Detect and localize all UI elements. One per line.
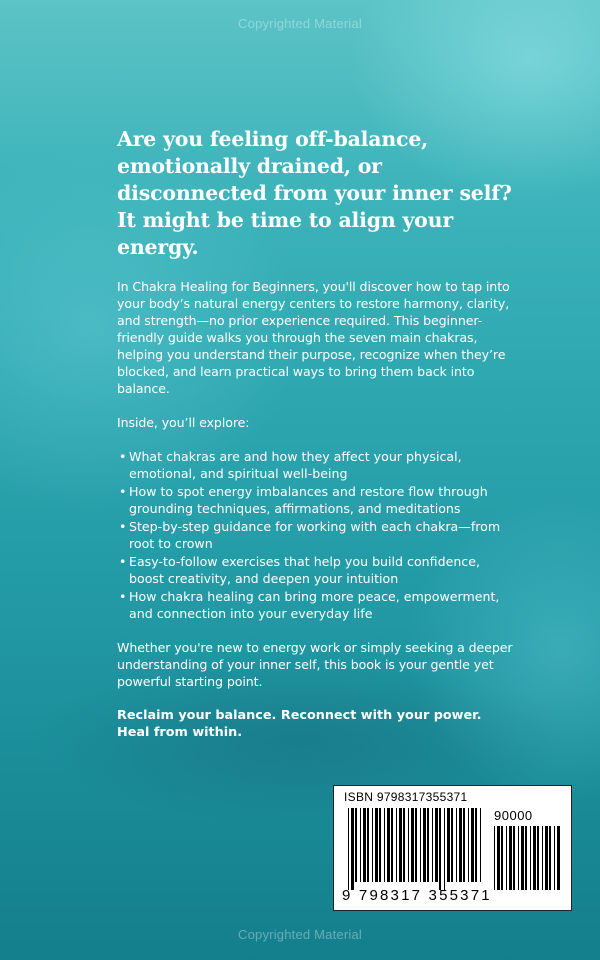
barcode-bar: [355, 808, 357, 882]
barcode-bar: [360, 808, 361, 882]
barcode-bar: [494, 826, 495, 890]
bullet-text: Step-by-step guidance for working with each chakra—from root to crown: [129, 519, 501, 551]
barcode-bar: [530, 826, 531, 890]
barcode-bar: [451, 808, 453, 882]
barcode-bar: [435, 808, 438, 882]
barcode-bar: [384, 808, 385, 882]
barcode-bar: [521, 826, 524, 890]
barcode-bar: [351, 808, 354, 890]
isbn-barcode: [333, 785, 572, 911]
barcode-bar: [439, 808, 441, 890]
barcode-bar: [415, 808, 417, 882]
list-item: [117, 448, 517, 482]
barcode-bar: [549, 826, 551, 890]
barcode-digits: 9 798317 355371: [342, 887, 492, 904]
barcode-bar: [420, 808, 421, 882]
barcode-bar: [411, 808, 414, 882]
barcode-bar: [518, 826, 519, 890]
barcode-bar: [480, 808, 481, 882]
bullet-text: How chakra healing can bring more peace, empowerment, and connection into your everyday life: [129, 589, 500, 621]
barcode-bar: [444, 808, 445, 890]
bullet-text: How to spot energy imbalances and restore flow through grounding techniques, affirmations, and meditations: [129, 484, 488, 516]
isbn-label: ISBN 9798317355371: [344, 790, 468, 804]
inside-label: Inside, you’ll explore:: [117, 415, 250, 430]
barcode-bar: [399, 808, 402, 882]
barcode-bar: [506, 826, 507, 890]
tagline-line-2: Heal from within.: [117, 725, 243, 740]
barcode-bar: [537, 826, 539, 890]
barcode-bar: [363, 808, 366, 882]
barcode-bar: [468, 808, 469, 882]
list-item: [117, 553, 517, 587]
barcode-bar: [525, 826, 527, 890]
barcode-bar: [557, 826, 560, 890]
bullet-text: Easy-to-follow exercises that help you build confidence, boost creativity, and deepen your intuition: [129, 554, 480, 586]
watermark-bottom: Copyrighted Material: [238, 927, 362, 942]
barcode-bar: [348, 808, 349, 890]
back-cover-copy: [117, 126, 517, 741]
barcode-bar: [456, 808, 457, 882]
barcode-bar: [396, 808, 397, 882]
barcode-bar: [542, 826, 543, 890]
watermark-top: Copyrighted Material: [238, 16, 362, 31]
barcode-bar: [533, 826, 536, 890]
barcode-bar: [463, 808, 465, 882]
bullet-text: What chakras are and how they affect your physical, emotional, and spiritual well-being: [129, 449, 462, 481]
barcode-bar: [391, 808, 393, 882]
barcode-bar: [403, 808, 405, 882]
barcode-bar: [475, 808, 477, 882]
barcode-bar: [372, 808, 373, 882]
headline: Are you feeling off-balance, emotionally drained, or disconnected from your inner self? It might be time to align your energy.: [117, 127, 512, 259]
bullet-icon: •: [119, 484, 127, 499]
barcode-bar: [375, 808, 378, 882]
price-code: 90000: [494, 808, 533, 823]
list-item: [117, 518, 517, 552]
barcode-bar: [423, 808, 426, 882]
barcode-bar: [513, 826, 515, 890]
bullet-icon: •: [119, 554, 127, 569]
bullet-icon: •: [119, 589, 127, 604]
barcode-bar: [432, 808, 433, 882]
tagline-line-1: Reclaim your balance. Reconnect with your power.: [117, 708, 482, 723]
barcode-bar: [387, 808, 390, 882]
barcode-bar: [408, 808, 409, 882]
list-item: [117, 483, 517, 517]
barcode-bar: [459, 808, 462, 882]
barcode-bar: [545, 826, 548, 890]
list-item: [117, 588, 517, 622]
barcode-bar: [497, 826, 500, 890]
barcode-bar: [501, 826, 503, 890]
barcode-bar: [367, 808, 369, 882]
barcode-bar: [447, 808, 450, 882]
barcode-bar: [379, 808, 381, 882]
bullet-list: [117, 448, 517, 622]
intro-paragraph: In Chakra Healing for Beginners, you'll discover how to tap into your body’s natural energy centers to restore harmony, clarity, and strength—no prior experience required. This beginner-friendly guide walks you through the seven main chakras, helping you understand their purpose, recognize when they’re blocked, and learn practical ways to bring them back into balance.: [117, 279, 510, 396]
bullet-icon: •: [119, 519, 127, 534]
barcode-bar: [509, 826, 512, 890]
barcode-bar: [554, 826, 555, 890]
barcode-bar: [427, 808, 429, 882]
barcode-bar: [471, 808, 474, 882]
bullet-icon: •: [119, 449, 127, 464]
closing-paragraph: Whether you're new to energy work or simply seeking a deeper understanding of your inner self, this book is your gentle yet powerful starting point.: [117, 640, 513, 689]
